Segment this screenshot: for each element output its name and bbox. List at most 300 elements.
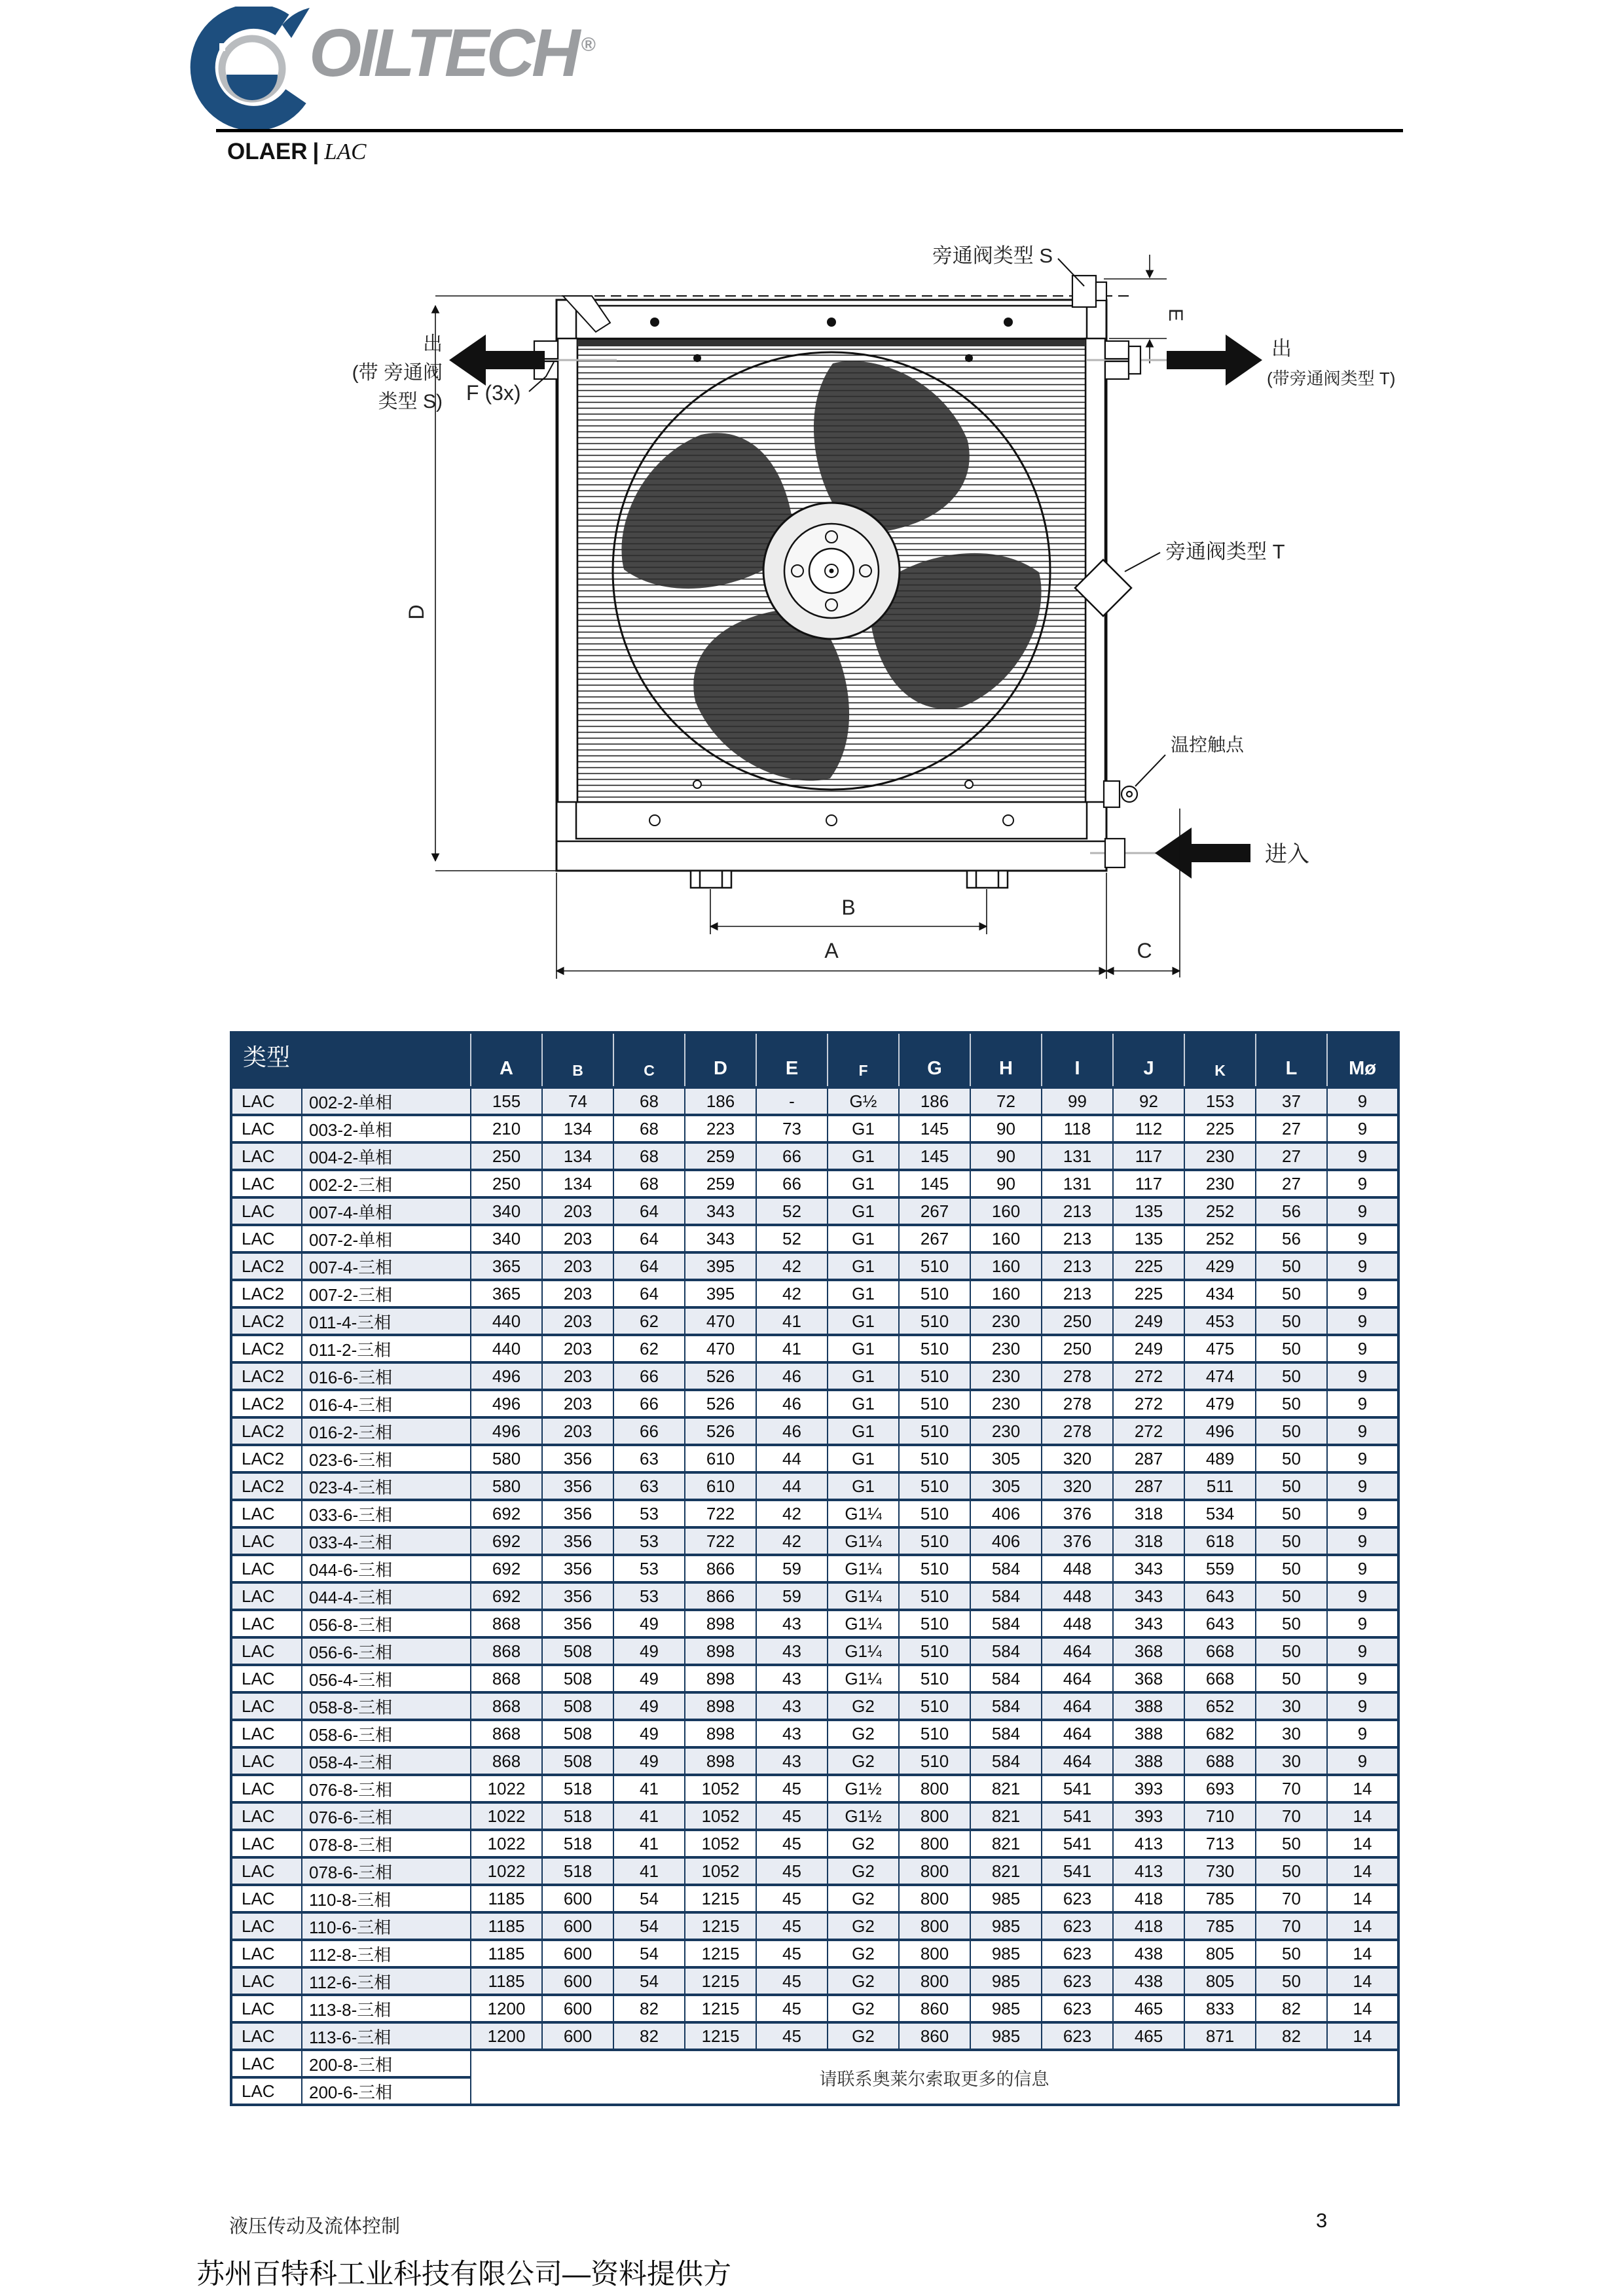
value-cell: 90 xyxy=(970,1142,1042,1170)
value-cell: 50 xyxy=(1256,1610,1327,1637)
value-cell: 9 xyxy=(1327,1252,1398,1280)
value-cell: 368 xyxy=(1113,1665,1184,1692)
value-cell: 43 xyxy=(756,1747,828,1775)
table-row xyxy=(231,1197,1398,1225)
value-cell: 898 xyxy=(685,1747,756,1775)
value-cell: 66 xyxy=(756,1142,828,1170)
table-row xyxy=(231,1692,1398,1720)
value-cell: 117 xyxy=(1113,1170,1184,1197)
value-cell: G1 xyxy=(828,1417,899,1445)
value-cell: 49 xyxy=(613,1610,685,1637)
value-cell: 1185 xyxy=(471,1885,542,1912)
doc-subtitle xyxy=(227,139,367,165)
value-cell: 376 xyxy=(1042,1527,1113,1555)
value-cell: 9 xyxy=(1327,1582,1398,1610)
value-cell: 866 xyxy=(685,1582,756,1610)
table-row xyxy=(231,1225,1398,1252)
series-cell: LAC xyxy=(231,1500,302,1527)
value-cell: 50 xyxy=(1256,1417,1327,1445)
value-cell: G2 xyxy=(828,1692,899,1720)
value-cell: G1 xyxy=(828,1390,899,1417)
value-cell: 388 xyxy=(1113,1747,1184,1775)
value-cell: 340 xyxy=(471,1225,542,1252)
value-cell: 1052 xyxy=(685,1775,756,1802)
value-cell: 510 xyxy=(899,1417,970,1445)
series-cell: LAC2 xyxy=(231,1472,302,1500)
value-cell: 600 xyxy=(542,1885,613,1912)
model-cell: 003-2-单相 xyxy=(302,1115,471,1142)
value-cell: 50 xyxy=(1256,1307,1327,1335)
series-cell: LAC xyxy=(231,1170,302,1197)
value-cell: 508 xyxy=(542,1692,613,1720)
value-cell: 203 xyxy=(542,1417,613,1445)
model-cell: 112-6-三相 xyxy=(302,1967,471,1995)
value-cell: 668 xyxy=(1184,1637,1256,1665)
value-cell: 692 xyxy=(471,1555,542,1582)
model-cell: 002-2-三相 xyxy=(302,1170,471,1197)
table-row xyxy=(231,1830,1398,1857)
value-cell: G1 xyxy=(828,1170,899,1197)
series-name: LAC xyxy=(324,139,367,164)
value-cell: 356 xyxy=(542,1472,613,1500)
series-cell: LAC xyxy=(231,1115,302,1142)
column-header: H xyxy=(970,1032,1042,1087)
value-cell: 50 xyxy=(1256,1940,1327,1967)
value-cell: 305 xyxy=(970,1472,1042,1500)
value-cell: 210 xyxy=(471,1115,542,1142)
value-cell: 610 xyxy=(685,1472,756,1500)
value-cell: 135 xyxy=(1113,1225,1184,1252)
value-cell: 692 xyxy=(471,1582,542,1610)
value-cell: 1022 xyxy=(471,1775,542,1802)
value-cell: G1 xyxy=(828,1335,899,1362)
value-cell: 230 xyxy=(1184,1142,1256,1170)
model-cell: 078-8-三相 xyxy=(302,1830,471,1857)
value-cell: 14 xyxy=(1327,1940,1398,1967)
value-cell: 14 xyxy=(1327,1995,1398,2022)
value-cell: 623 xyxy=(1042,1995,1113,2022)
value-cell: 70 xyxy=(1256,1912,1327,1940)
value-cell: 230 xyxy=(1184,1170,1256,1197)
value-cell: 267 xyxy=(899,1225,970,1252)
value-cell: 9 xyxy=(1327,1335,1398,1362)
value-cell: G2 xyxy=(828,1912,899,1940)
value-cell: 82 xyxy=(613,1995,685,2022)
value-cell: 68 xyxy=(613,1115,685,1142)
value-cell: 203 xyxy=(542,1280,613,1307)
column-header: B xyxy=(542,1032,613,1087)
value-cell: 1052 xyxy=(685,1857,756,1885)
value-cell: G1 xyxy=(828,1307,899,1335)
value-cell: 45 xyxy=(756,1995,828,2022)
outlet-left-arrow xyxy=(449,335,545,386)
value-cell: 14 xyxy=(1327,1967,1398,1995)
series-cell: LAC xyxy=(231,1775,302,1802)
value-cell: 508 xyxy=(542,1637,613,1665)
value-cell: 46 xyxy=(756,1390,828,1417)
value-cell: 623 xyxy=(1042,1885,1113,1912)
value-cell: 9 xyxy=(1327,1692,1398,1720)
dim-b-label: B xyxy=(841,896,856,919)
table-row xyxy=(231,1802,1398,1830)
column-header: F xyxy=(828,1032,899,1087)
value-cell: 438 xyxy=(1113,1940,1184,1967)
value-cell: 510 xyxy=(899,1527,970,1555)
value-cell: 9 xyxy=(1327,1527,1398,1555)
table-row xyxy=(231,2022,1398,2050)
value-cell: 9 xyxy=(1327,1665,1398,1692)
value-cell: 49 xyxy=(613,1637,685,1665)
value-cell: 9 xyxy=(1327,1417,1398,1445)
value-cell: 63 xyxy=(613,1445,685,1472)
value-cell: 14 xyxy=(1327,1802,1398,1830)
value-cell: 45 xyxy=(756,1885,828,1912)
value-cell: 518 xyxy=(542,1857,613,1885)
value-cell: 54 xyxy=(613,1967,685,1995)
value-cell: G2 xyxy=(828,2022,899,2050)
model-cell: 044-6-三相 xyxy=(302,1555,471,1582)
value-cell: 898 xyxy=(685,1637,756,1665)
value-cell: 9 xyxy=(1327,1280,1398,1307)
value-cell: G1¼ xyxy=(828,1610,899,1637)
value-cell: 14 xyxy=(1327,2022,1398,2050)
value-cell: 135 xyxy=(1113,1197,1184,1225)
model-cell: 011-4-三相 xyxy=(302,1307,471,1335)
value-cell: 1185 xyxy=(471,1912,542,1940)
value-cell: G2 xyxy=(828,1940,899,1967)
value-cell: 800 xyxy=(899,1802,970,1830)
value-cell: 50 xyxy=(1256,1967,1327,1995)
value-cell: G½ xyxy=(828,1087,899,1115)
table-row xyxy=(231,1775,1398,1802)
value-cell: 1215 xyxy=(685,1995,756,2022)
value-cell: 45 xyxy=(756,1967,828,1995)
value-cell: G2 xyxy=(828,1830,899,1857)
model-cell: 058-4-三相 xyxy=(302,1747,471,1775)
value-cell: 9 xyxy=(1327,1087,1398,1115)
value-cell: 9 xyxy=(1327,1500,1398,1527)
value-cell: 27 xyxy=(1256,1170,1327,1197)
value-cell: 1022 xyxy=(471,1830,542,1857)
value-cell: 287 xyxy=(1113,1445,1184,1472)
series-cell: LAC xyxy=(231,2050,302,2077)
value-cell: 448 xyxy=(1042,1610,1113,1637)
value-cell: 45 xyxy=(756,2022,828,2050)
series-cell: LAC xyxy=(231,2022,302,2050)
model-cell: 058-8-三相 xyxy=(302,1692,471,1720)
value-cell: 668 xyxy=(1184,1665,1256,1692)
value-cell: 470 xyxy=(685,1307,756,1335)
value-cell: 800 xyxy=(899,1940,970,1967)
value-cell: 510 xyxy=(899,1335,970,1362)
value-cell: 693 xyxy=(1184,1775,1256,1802)
value-cell: 1185 xyxy=(471,1967,542,1995)
model-cell: 044-4-三相 xyxy=(302,1582,471,1610)
value-cell: 56 xyxy=(1256,1225,1327,1252)
value-cell: 118 xyxy=(1042,1115,1113,1142)
value-cell: 46 xyxy=(756,1362,828,1390)
value-cell: 9 xyxy=(1327,1225,1398,1252)
value-cell: 14 xyxy=(1327,1912,1398,1940)
value-cell: 160 xyxy=(970,1197,1042,1225)
series-cell: LAC xyxy=(231,1940,302,1967)
value-cell: G1½ xyxy=(828,1802,899,1830)
value-cell: 868 xyxy=(471,1720,542,1747)
value-cell: 584 xyxy=(970,1747,1042,1775)
value-cell: 496 xyxy=(1184,1417,1256,1445)
bypass-t-label: 旁通阀类型 T xyxy=(1165,540,1285,563)
value-cell: 230 xyxy=(970,1335,1042,1362)
series-cell: LAC xyxy=(231,1830,302,1857)
model-cell: 007-2-三相 xyxy=(302,1280,471,1307)
value-cell: 868 xyxy=(471,1637,542,1665)
value-cell: G1½ xyxy=(828,1775,899,1802)
value-cell: - xyxy=(756,1087,828,1115)
value-cell: 413 xyxy=(1113,1857,1184,1885)
type-header: 类型 xyxy=(231,1032,471,1087)
value-cell: 27 xyxy=(1256,1115,1327,1142)
value-cell: 688 xyxy=(1184,1747,1256,1775)
value-cell: 250 xyxy=(1042,1307,1113,1335)
value-cell: 508 xyxy=(542,1720,613,1747)
value-cell: 213 xyxy=(1042,1252,1113,1280)
series-cell: LAC xyxy=(231,1087,302,1115)
value-cell: 1052 xyxy=(685,1802,756,1830)
value-cell: 63 xyxy=(613,1472,685,1500)
value-cell: 203 xyxy=(542,1362,613,1390)
value-cell: 50 xyxy=(1256,1582,1327,1610)
value-cell: 356 xyxy=(542,1555,613,1582)
value-cell: 692 xyxy=(471,1527,542,1555)
value-cell: 43 xyxy=(756,1610,828,1637)
series-cell: LAC2 xyxy=(231,1335,302,1362)
value-cell: 43 xyxy=(756,1720,828,1747)
series-cell: LAC xyxy=(231,1802,302,1830)
value-cell: 252 xyxy=(1184,1197,1256,1225)
value-cell: 186 xyxy=(685,1087,756,1115)
value-cell: 541 xyxy=(1042,1802,1113,1830)
outlet-right-arrow xyxy=(1167,335,1262,386)
value-cell: 223 xyxy=(685,1115,756,1142)
model-cell: 110-6-三相 xyxy=(302,1912,471,1940)
value-cell: 356 xyxy=(542,1445,613,1472)
value-cell: G1 xyxy=(828,1280,899,1307)
value-cell: 203 xyxy=(542,1335,613,1362)
value-cell: 730 xyxy=(1184,1857,1256,1885)
contact-note-cell: 请联系奥莱尔索取更多的信息 xyxy=(471,2050,1398,2105)
value-cell: 54 xyxy=(613,1912,685,1940)
value-cell: 464 xyxy=(1042,1720,1113,1747)
value-cell: 722 xyxy=(685,1527,756,1555)
table-row xyxy=(231,1307,1398,1335)
series-cell: LAC2 xyxy=(231,1390,302,1417)
model-cell: 058-6-三相 xyxy=(302,1720,471,1747)
value-cell: 510 xyxy=(899,1747,970,1775)
value-cell: G2 xyxy=(828,1967,899,1995)
value-cell: 42 xyxy=(756,1500,828,1527)
value-cell: 14 xyxy=(1327,1885,1398,1912)
model-cell: 056-8-三相 xyxy=(302,1610,471,1637)
value-cell: 9 xyxy=(1327,1720,1398,1747)
value-cell: 800 xyxy=(899,1912,970,1940)
value-cell: 50 xyxy=(1256,1555,1327,1582)
series-cell: LAC xyxy=(231,1692,302,1720)
value-cell: 510 xyxy=(899,1252,970,1280)
value-cell: 230 xyxy=(970,1417,1042,1445)
value-cell: 64 xyxy=(613,1280,685,1307)
value-cell: 320 xyxy=(1042,1445,1113,1472)
value-cell: 898 xyxy=(685,1665,756,1692)
model-cell: 110-8-三相 xyxy=(302,1885,471,1912)
value-cell: 580 xyxy=(471,1472,542,1500)
value-cell: 9 xyxy=(1327,1472,1398,1500)
value-cell: 259 xyxy=(685,1170,756,1197)
model-cell: 076-6-三相 xyxy=(302,1802,471,1830)
value-cell: 800 xyxy=(899,1967,970,1995)
value-cell: 470 xyxy=(685,1335,756,1362)
value-cell: 72 xyxy=(970,1087,1042,1115)
value-cell: 800 xyxy=(899,1775,970,1802)
value-cell: 448 xyxy=(1042,1555,1113,1582)
series-cell: LAC xyxy=(231,1142,302,1170)
value-cell: 343 xyxy=(1113,1555,1184,1582)
value-cell: 259 xyxy=(685,1142,756,1170)
value-cell: 496 xyxy=(471,1362,542,1390)
value-cell: 785 xyxy=(1184,1885,1256,1912)
value-cell: 489 xyxy=(1184,1445,1256,1472)
value-cell: 710 xyxy=(1184,1802,1256,1830)
value-cell: 186 xyxy=(899,1087,970,1115)
value-cell: 73 xyxy=(756,1115,828,1142)
value-cell: 434 xyxy=(1184,1280,1256,1307)
value-cell: 395 xyxy=(685,1252,756,1280)
value-cell: 131 xyxy=(1042,1170,1113,1197)
column-header: C xyxy=(613,1032,685,1087)
value-cell: 68 xyxy=(613,1087,685,1115)
value-cell: 1215 xyxy=(685,1912,756,1940)
series-cell: LAC xyxy=(231,1665,302,1692)
model-cell: 007-2-单相 xyxy=(302,1225,471,1252)
value-cell: 623 xyxy=(1042,1912,1113,1940)
value-cell: 145 xyxy=(899,1170,970,1197)
value-cell: 50 xyxy=(1256,1500,1327,1527)
value-cell: 272 xyxy=(1113,1390,1184,1417)
value-cell: 465 xyxy=(1113,1995,1184,2022)
value-cell: 343 xyxy=(1113,1582,1184,1610)
value-cell: 203 xyxy=(542,1197,613,1225)
value-cell: 53 xyxy=(613,1500,685,1527)
value-cell: 510 xyxy=(899,1445,970,1472)
value-cell: 340 xyxy=(471,1197,542,1225)
outlet-left-label-1: 出 xyxy=(423,333,443,355)
value-cell: 153 xyxy=(1184,1087,1256,1115)
value-cell: 62 xyxy=(613,1307,685,1335)
value-cell: 134 xyxy=(542,1142,613,1170)
value-cell: 9 xyxy=(1327,1610,1398,1637)
value-cell: 52 xyxy=(756,1197,828,1225)
model-cell: 112-8-三相 xyxy=(302,1940,471,1967)
series-cell: LAC2 xyxy=(231,1445,302,1472)
value-cell: 518 xyxy=(542,1802,613,1830)
series-cell: LAC2 xyxy=(231,1307,302,1335)
value-cell: 267 xyxy=(899,1197,970,1225)
table-row xyxy=(231,1720,1398,1747)
value-cell: 68 xyxy=(613,1142,685,1170)
value-cell: 82 xyxy=(1256,2022,1327,2050)
value-cell: 305 xyxy=(970,1445,1042,1472)
series-cell: LAC xyxy=(231,2077,302,2105)
value-cell: 343 xyxy=(685,1197,756,1225)
value-cell: 510 xyxy=(899,1390,970,1417)
value-cell: 541 xyxy=(1042,1857,1113,1885)
value-cell: 785 xyxy=(1184,1912,1256,1940)
mounting-feet xyxy=(691,871,1008,888)
value-cell: 508 xyxy=(542,1747,613,1775)
value-cell: 510 xyxy=(899,1692,970,1720)
value-cell: 30 xyxy=(1256,1747,1327,1775)
value-cell: 59 xyxy=(756,1582,828,1610)
column-header: I xyxy=(1042,1032,1113,1087)
value-cell: 9 xyxy=(1327,1170,1398,1197)
table-row xyxy=(231,1170,1398,1197)
value-cell: 49 xyxy=(613,1665,685,1692)
value-cell: 50 xyxy=(1256,1252,1327,1280)
value-cell: 510 xyxy=(899,1280,970,1307)
value-cell: 160 xyxy=(970,1280,1042,1307)
provider-line: 苏州百特科工业科技有限公司—资料提供方 xyxy=(196,2259,731,2290)
bypass-t-leader xyxy=(1125,553,1160,572)
value-cell: 474 xyxy=(1184,1362,1256,1390)
value-cell: 1022 xyxy=(471,1802,542,1830)
value-cell: 50 xyxy=(1256,1857,1327,1885)
table-row xyxy=(231,1280,1398,1307)
value-cell: 41 xyxy=(613,1775,685,1802)
logo xyxy=(185,7,319,131)
series-cell: LAC xyxy=(231,1555,302,1582)
outlet-left-label-3: 类型 S) xyxy=(378,391,443,412)
table-row xyxy=(231,1857,1398,1885)
value-cell: 518 xyxy=(542,1775,613,1802)
value-cell: 70 xyxy=(1256,1885,1327,1912)
value-cell: 64 xyxy=(613,1252,685,1280)
value-cell: 9 xyxy=(1327,1307,1398,1335)
value-cell: 413 xyxy=(1113,1830,1184,1857)
value-cell: 145 xyxy=(899,1115,970,1142)
column-header: J xyxy=(1113,1032,1184,1087)
value-cell: 50 xyxy=(1256,1280,1327,1307)
value-cell: 50 xyxy=(1256,1445,1327,1472)
value-cell: 438 xyxy=(1113,1967,1184,1995)
value-cell: 580 xyxy=(471,1445,542,1472)
model-cell: 056-4-三相 xyxy=(302,1665,471,1692)
value-cell: 343 xyxy=(1113,1610,1184,1637)
value-cell: 9 xyxy=(1327,1555,1398,1582)
value-cell: 66 xyxy=(613,1390,685,1417)
value-cell: 356 xyxy=(542,1582,613,1610)
value-cell: G2 xyxy=(828,1720,899,1747)
value-cell: 475 xyxy=(1184,1335,1256,1362)
model-cell: 002-2-单相 xyxy=(302,1087,471,1115)
table-row xyxy=(231,1115,1398,1142)
value-cell: 1185 xyxy=(471,1940,542,1967)
value-cell: 356 xyxy=(542,1527,613,1555)
value-cell: 510 xyxy=(899,1637,970,1665)
value-cell: 70 xyxy=(1256,1775,1327,1802)
series-cell: LAC xyxy=(231,1912,302,1940)
dimension-diagram xyxy=(314,193,1447,1018)
value-cell: 50 xyxy=(1256,1665,1327,1692)
logo-icon xyxy=(185,7,319,131)
